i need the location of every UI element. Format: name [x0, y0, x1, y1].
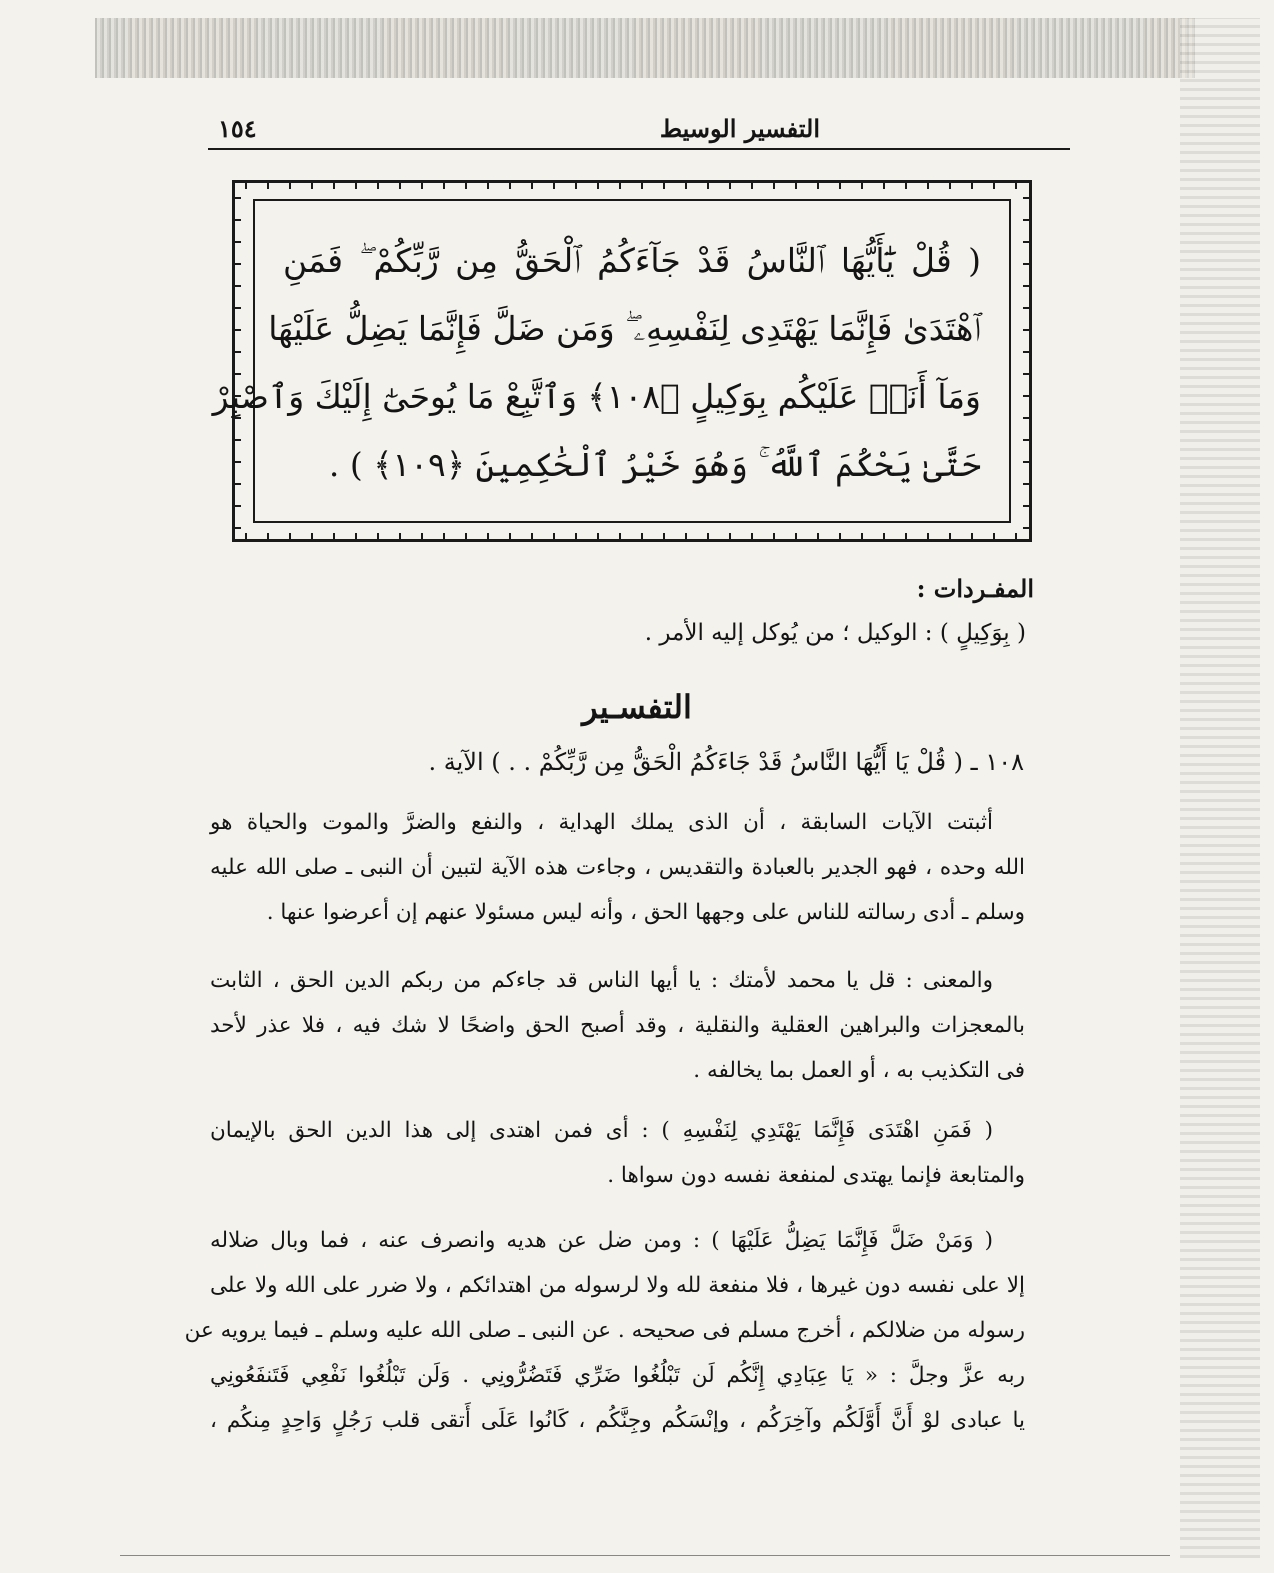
text-line: بالمعجزات والبراهين العقلية والنقلية ، وقد أصبح الحق واضحًا لا شك فيه ، فلا عذر لأحد — [210, 1013, 1025, 1038]
page-number: ١٥٤ — [218, 114, 257, 143]
verse-line: ٱهْتَدَىٰ فَإِنَّمَا يَهْتَدِى لِنَفْسِهِۦ ۖ وَمَن ضَلَّ فَإِنَّمَا يَضِلُّ عَلَيْهَا — [268, 309, 981, 348]
verse-line: حَتَّىٰ يَحْكُمَ ٱللَّهُ ۚ وَهُوَ خَيْرُ ٱلْحَٰكِمِينَ ﴿١٠٩﴾ ) . — [328, 445, 981, 484]
paragraph — [210, 1108, 1025, 1198]
text-line: أثبتت الآيات السابقة ، أن الذى يملك الهداية ، والنفع والضرَّ والموت والحياة هو — [210, 810, 993, 835]
text-line: الله وحده ، فهو الجدير بالعبادة والتقديس ، وجاءت هذه الآية لتبين أن النبى ـ صلى الله عليه — [210, 855, 1025, 880]
paragraph — [184, 1218, 1025, 1443]
running-header — [208, 112, 1070, 150]
paragraph — [210, 958, 1025, 1093]
text-line: فى التكذيب به ، أو العمل بما يخالفه . — [693, 1058, 1025, 1083]
text-line: والمتابعة فإنما يهتدى لمنفعة نفسه دون سواها . — [607, 1163, 1025, 1188]
vocabulary-heading: المفـردات : — [916, 574, 1034, 603]
quran-verse-box — [212, 199, 1011, 523]
text-line: رسوله من ضلالكم ، أخرج مسلم فى صحيحه . عن النبى ـ صلى الله عليه وسلم ـ فيما يرويه عن — [184, 1318, 1025, 1343]
paragraph — [210, 800, 1025, 935]
tafsir-heading: التفسـير — [582, 688, 692, 726]
text-line: ( وَمَنْ ضَلَّ فَإِنَّمَا يَضِلُّ عَلَيْهَا ) : ومن ضل عن هديه وانصرف عنه ، فما وبال ضلاله — [210, 1228, 993, 1253]
text-line: ربه عزَّ وجلَّ : « يَا عِبَادِي إِنَّكُم لَن تَبْلُغُوا ضَرِّي فَتَضُرُّونِي . وَلَن تَبْلُغُوا نَفْعِي فَتَنفَعُونِي — [210, 1363, 1025, 1388]
text-line: ( فَمَنِ اهْتَدَى فَإِنَّمَا يَهْتَدِي لِنَفْسِهِ ) : أى فمن اهتدى إلى هذا الدين الحق بالإيمان — [210, 1118, 993, 1143]
verse-reference: ١٠٨ ـ ( قُلْ يَا أَيُّهَا النَّاسُ قَدْ جَاءَكُمُ الْحَقُّ مِن رَّبِّكُمْ . . ) الآية . — [428, 748, 1024, 776]
verse-line: وَمَآ أَنَا۠ عَلَيْكُم بِوَكِيلٍ ﴿١٠٨﴾ وَٱتَّبِعْ مَا يُوحَىٰٓ إِلَيْكَ وَٱصْبِرْ — [212, 377, 981, 416]
text-line: والمعنى : قل يا محمد لأمتك : يا أيها الناس قد جاءكم من ربكم الدين الحق ، الثابت — [210, 968, 993, 993]
quran-verse-frame — [212, 180, 1032, 542]
text-line: إلا على نفسه دون غيرها ، فلا منفعة لله ولا لرسوله من اهتدائكم ، ولا ضرر على الله ولا على — [210, 1273, 1025, 1298]
page-bottom-edge — [120, 1555, 1170, 1556]
text-line: وسلم ـ أدى رسالته للناس على وجهها الحق ، وأنه ليس مسئولا عنهم إن أعرضوا عنها . — [266, 900, 1025, 925]
book-title: التفسير الوسيط — [659, 114, 820, 143]
vocabulary-entry: ( بِوَكِيلٍ ) : الوكيل ؛ من يُوكل إليه الأمر . — [644, 620, 1026, 646]
verse-line: ( قُلْ يَٰٓأَيُّهَا ٱلنَّاسُ قَدْ جَآءَكُمُ ٱلْحَقُّ مِن رَّبِّكُمْ ۖ فَمَنِ — [283, 241, 981, 280]
text-line: يا عبادى لوْ أَنَّ أَوَّلَكُم وآخِرَكُم ، وإنْسَكُم وجِنَّكُم ، كَانُوا عَلَى أَتقى قلب رَجُلٍ وَاحِدٍ مِنكُم ، — [210, 1408, 1025, 1433]
